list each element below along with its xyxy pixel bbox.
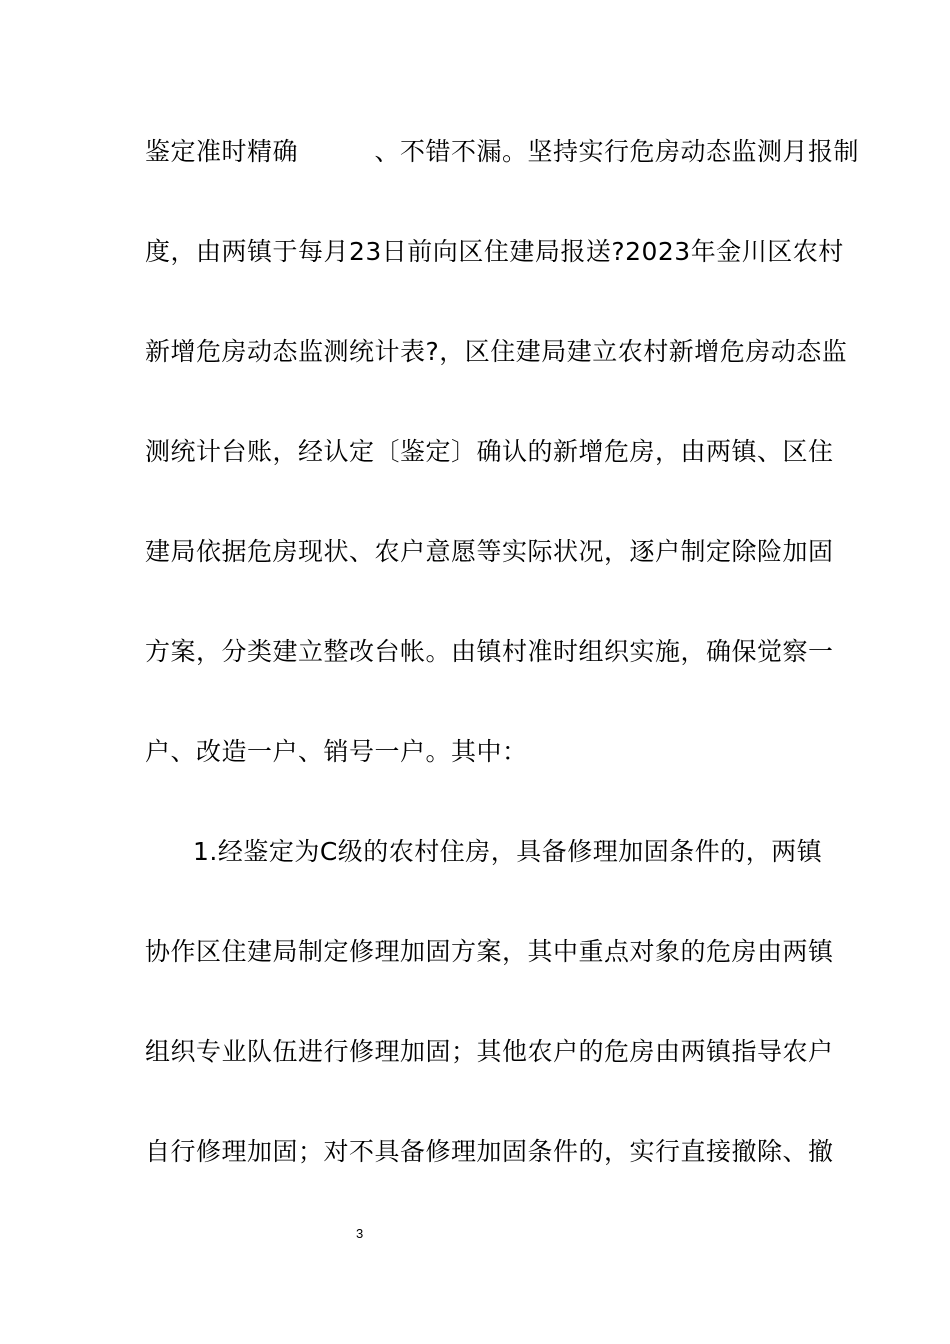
text-line: 方案，分类建立整改台帐。由镇村准时组织实施，确保觉察一 — [145, 637, 834, 666]
text-line: 建局依据危房现状、农户意愿等实际状况，逐户制定除险加固 — [145, 537, 834, 566]
text-line: 测统计台账，经认定〔鉴定〕确认的新增危房，由两镇、区住 — [145, 437, 834, 466]
text-line: 组织专业队伍进行修理加固；其他农户的危房由两镇指导农户 — [145, 1037, 834, 1066]
text-line: 新增危房动态监测统计表?，区住建局建立农村新增危房动态监 — [145, 337, 848, 366]
page-number: 3 — [356, 1226, 364, 1241]
text-line: 自行修理加固；对不具备修理加固条件的，实行直接撤除、撤 — [145, 1137, 834, 1166]
paragraph-first-line: 1.经鉴定为C级的农村住房，具备修理加固条件的，两镇 — [193, 837, 823, 866]
text-line: 协作区住建局制定修理加固方案，其中重点对象的危房由两镇 — [145, 937, 834, 966]
text-line: 户、改造一户、销号一户。其中： — [145, 737, 528, 766]
text-line: 鉴定准时精确 、不错不漏。坚持实行危房动态监测月报制 — [145, 137, 860, 166]
text-line: 度，由两镇于每月23日前向区住建局报送?2023年金川区农村 — [145, 237, 844, 266]
